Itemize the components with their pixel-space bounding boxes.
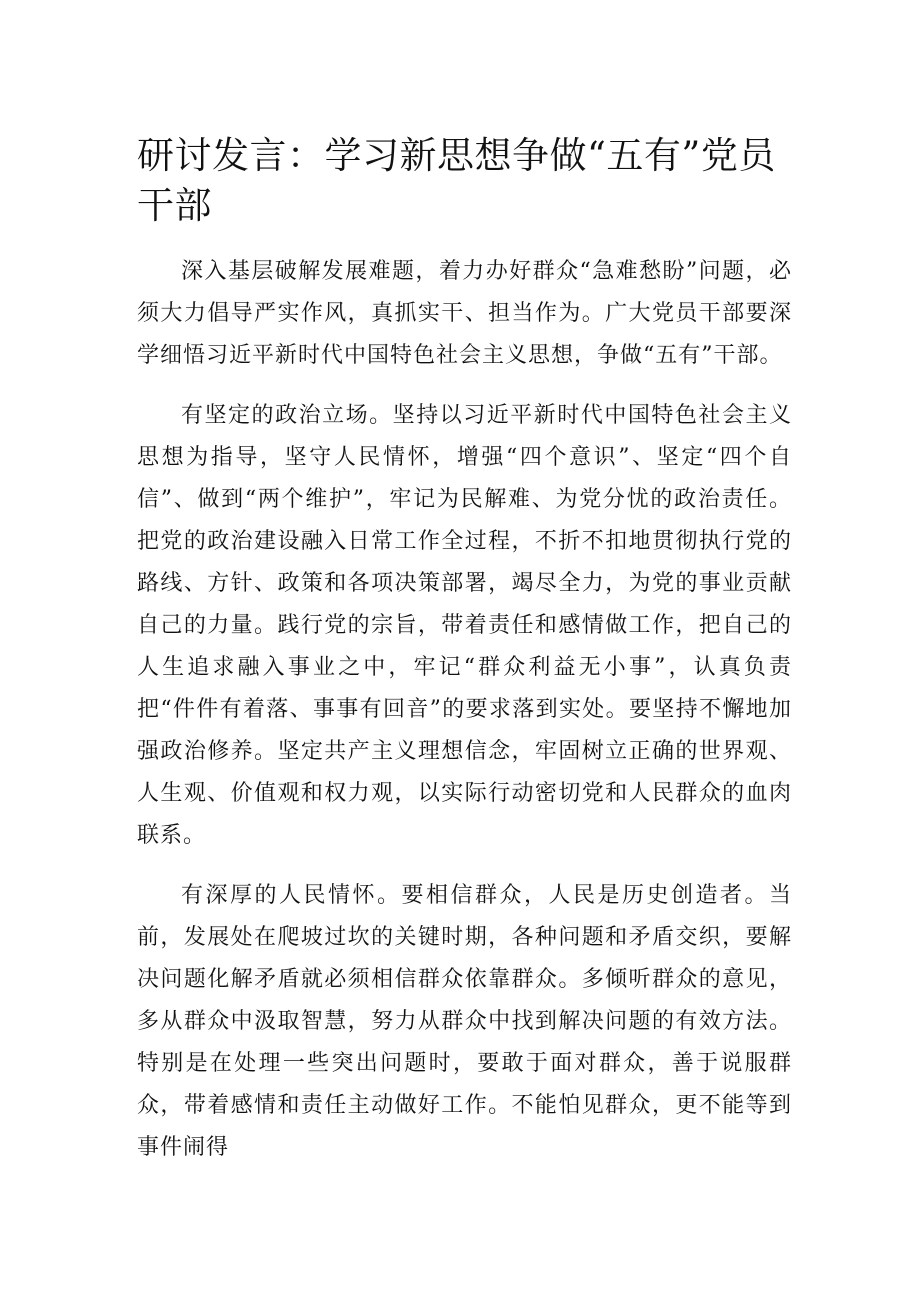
paragraph-people-sentiment: 有深厚的人民情怀。要相信群众，人民是历史创造者。当前，发展处在爬坡过坎的关键时期，各种问题和矛盾交织，要解决问题化解矛盾就必须相信群众依靠群众。多倾听群众的意见，多从群众中汲取智慧，努力从群众中找到解决问题的有效方法。特别是在处理一些突出问题时，要敢于面对群众，善于说服群众，带着感情和责任主动做好工作。不能怕见群众，更不能等到事件闹得 [137,883,792,1160]
document-title: 研讨发言：学习新思想争做“五有”党员干部 [137,134,776,227]
document-body [137,131,792,1169]
paragraph-intro: 深入基层破解发展难题，着力办好群众“急难愁盼”问题，必须大力倡导严实作风，真抓实干、担当作为。广大党员干部要深学细悟习近平新时代中国特色社会主义思想，争做“五有”干部。 [137,259,792,368]
paragraph-political-stance: 有坚定的政治立场。坚持以习近平新时代中国特色社会主义思想为指导，坚守人民情怀，增强“四个意识”、坚定“四个自信”、做到“两个维护”，牢记为民解难、为党分忧的政治责任。把党的政治建设融入日常工作全过程，不折不扣地贯彻执行党的路线、方针、政策和各项决策部署，竭尽全力，为党的事业贡献自己的力量。践行党的宗旨，带着责任和感情做工作，把自己的人生追求融入事业之中，牢记“群众利益无小事”，认真负责把“件件有着落、事事有回音”的要求落到实处。要坚持不懈地加强政治修养。坚定共产主义理想信念，牢固树立正确的世界观、人生观、价值观和权力观，以实际行动密切党和人民群众的血肉联系。 [137,403,792,848]
